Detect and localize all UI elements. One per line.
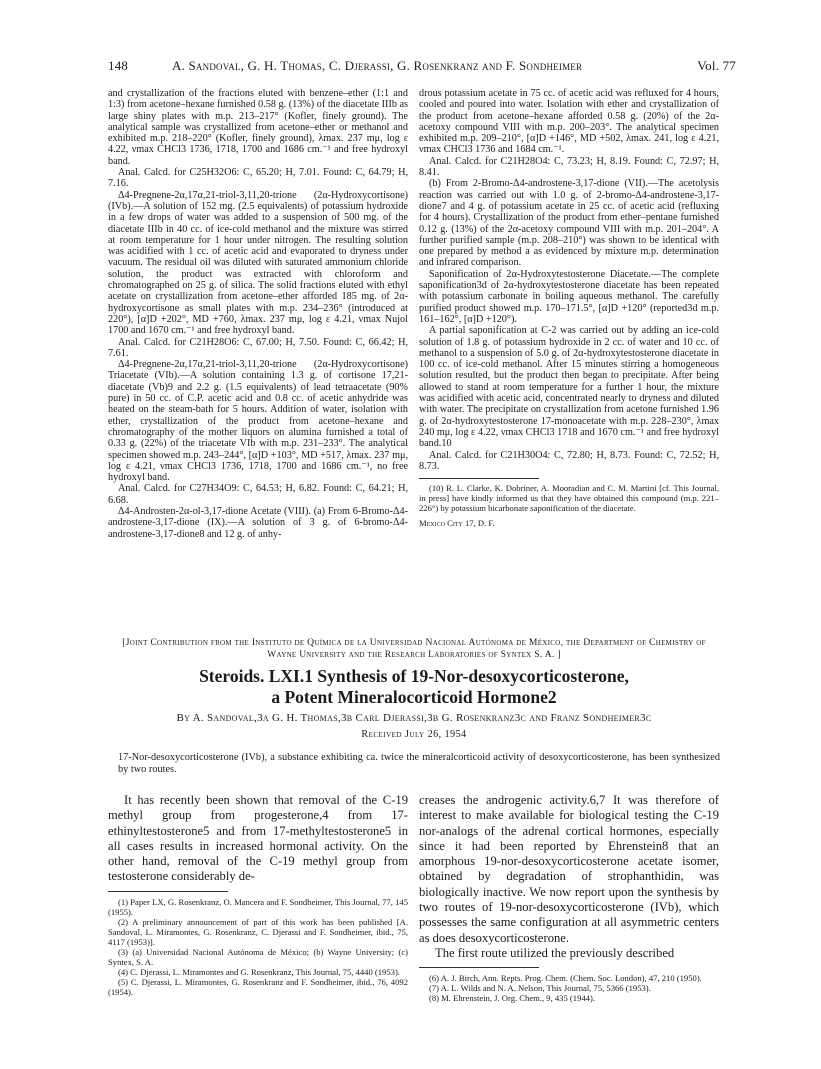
footnotes-left	[108, 897, 408, 997]
paragraph: Δ4-Androsten-2α-ol-3,17-dione Acetate (VIII). (a) From 6-Bromo-Δ4-androstene-3,17-dione (IX).—A solution of 3 g. of 6-bromo-Δ4-androstene-3,17-dione8 and 12 g. of anhy-	[108, 505, 408, 540]
received-date: Received July 26, 1954	[361, 729, 467, 740]
paragraph: Δ4-Pregnene-2α,17α,21-triol-3,11,20-trione (2α-Hydroxycortisone) (IVb).—A solution of 152 mg. (2.5 equivalents) of potassium hydroxide in a few drops of water was added to a suspension of 500 mg. of the diacetate IIIb in 40 cc. of ice-cold methanol and the mixture was stirred at room temperature for 1 hour under nitrogen. The resulting solution was acidified with 1 cc. of acetic acid and evaporated to dryness under vacuum. The residual oil was diluted with saturated ammonium chloride solution, the product was extracted with chloroform and chromatographed on 25 g. of silica. The solid fractions eluted with ethyl acetate on crystallization from acetone–ether afforded 185 mg. of 2α-hydroxycortisone as small plates with m.p. 234–236° (introduced at 220°), [α]D +202°, MD +760, λmax. 237 mμ, log ε 4.21, νmax Nujol 1700 and 1670 cm.⁻¹ and free hydroxyl band.	[108, 189, 408, 337]
title-line: Steroids. LXI.1 Synthesis of 19-Nor-desoxycorticosterone,	[199, 666, 629, 686]
running-header	[108, 58, 736, 76]
left-column	[108, 88, 408, 608]
contribution-note: [Joint Contribution from the Instituto de Química de la Universidad Nacional Autónoma de México, the Department of Chemistry of Wayne University and the Research Laboratories of Syntex S. A. ]	[122, 637, 706, 660]
footnote: (10) R. L. Clarke, K. Dobriner, A. Mooradian and C. M. Martini [cf. This Journal, in press] have kindly informed us that they have obtained this compound (m.p. 221–226°) by potassium bicarbonate saponification of the diacetate.	[419, 483, 719, 514]
title-line: a Potent Mineralocorticoid Hormone2	[271, 687, 557, 707]
footnote-block	[419, 483, 719, 528]
analysis-line: Anal. Calcd. for C21H28O4: C, 73.23; H, 8.19. Found: C, 72.97; H, 8.41.	[419, 155, 719, 179]
body-right-column	[419, 793, 719, 1033]
paragraph: Δ4-Pregnene-2α,17α,21-triol-3,11,20-trione (2α-Hydroxycortisone) Triacetate (VIb).—A solution containing 1.3 g. of cortisone 17,21-diacetate (Vb)9 and 2.2 g. (1.5 equivalents) of lead tetraacetate (90% pure) in 50 cc. of C.P. acetic acid and 0.8 cc. of acetic anhydride was heated on the steam-bath for 5 hours. Addition of water, isolation with ether, crystallization of the product from acetone–hexane and chromatography of the mother liquors on alumina furnished a total of 0.33 g. (22%) of the triacetate VIb with m.p. 231–233°. The analytical specimen showed m.p. 243–244°, [α]D +103°, MD +517, λmax. 237 mμ, log ε 4.21, νmax CHCl3 1736, 1718, 1700 and 1686 cm.⁻¹, no free hydroxyl band.	[108, 359, 408, 484]
footnote: (6) A. J. Birch, Ann. Repts. Prog. Chem. (Chem. Soc. London), 47, 210 (1950).	[429, 973, 702, 984]
footnotes-right	[419, 973, 719, 1003]
footnote: (3) (a) Universidad Nacional Autónoma de México; (b) Wayne University; (c) Syntex, S. A.	[108, 946, 408, 967]
volume-label: Vol. 77	[697, 58, 736, 73]
city-line: Mexico City 17, D. F.	[419, 518, 495, 529]
paragraph: (b) From 2-Bromo-Δ4-androstene-3,17-dione (VII).—The acetolysis reaction was carried out with 1.0 g. of 2-bromo-Δ4-androstene-3,17-dione7 and 4 g. of potassium acetate in 25 cc. of acetic acid (refluxing for 4 hours). Crystallization of the product from ether–pentane furnished 0.12 g. (13%) of the 2α-acetoxy compound VIII with m.p. 201–204°. A further purified sample (m.p. 208–210°) was shown to be identical with one prepared by method a as evidenced by mixture m.p. determination and infrared comparison.	[419, 178, 719, 269]
analysis-line: Anal. Calcd. for C21H30O4: C, 72.80; H, 8.73. Found: C, 72.52; H, 8.73.	[419, 449, 719, 472]
footnote-rule	[419, 967, 539, 968]
paragraph: Saponification of 2α-Hydroxytestosterone Diacetate.—The complete saponification3d of 2α-hydroxytestosterone diacetate has been repeated with potassium carbonate in boiling aqueous methanol. The carefully purified product showed m.p. 170–171.5°, [α]D +120° (reported3d m.p. 161–162°, [α]D +120°).	[419, 268, 719, 325]
paragraph: drous potassium acetate in 75 cc. of acetic acid was refluxed for 4 hours, cooled and poured into water. Isolation with ether and crystallization of the product from acetone–hexane afforded 0.58 g. (20%) of the 2α-acetoxy compound VIII with m.p. 200–203°. The analytical specimen exhibited m.p. 209–210°, [α]D +146°, MD +502, λmax. 241, log ε 4.21, νmax CHCl3 1736 and 1684 cm.⁻¹.	[419, 88, 719, 156]
abstract: 17-Nor-desoxycorticosterone (IVb), a substance exhibiting ca. twice the mineralcorticoid activity of desoxycorticosterone, has been synthesized by two routes.	[118, 752, 720, 776]
paragraph: and crystallization of the fractions eluted with benzene–ether (1:1 and 1:3) from acetone–hexane furnished 0.58 g. (13%) of the diacetate IIIb as large shiny plates with m.p. 213–217° (Kofler, finely ground). The analytical sample was crystallized from acetone–ether or methanol and exhibited m.p. 218–220° (Kofler, finely ground), λmax. 237 mμ, log ε 4.22, νmax CHCl3 1736, 1718, 1700 and 1686 cm.⁻¹ and free hydroxyl band.	[108, 88, 408, 167]
body-paragraph: The first route utilized the previously described	[435, 945, 675, 960]
analysis-line: Anal. Calcd. for C27H34O9: C, 64.53; H, 6.82. Found: C, 64.21; H, 6.68.	[108, 483, 408, 506]
body-left-column	[108, 793, 408, 1033]
body-paragraph: It has recently been shown that removal of the C-19 methyl group from progesterone,4 from 17-ethinyltestosterone5 and from 17-methyltestosterone5 in all cases results in increased hormonal activity. On the other hand, removal of the C-19 methyl group from testosterone considerably de-	[108, 793, 408, 884]
footnote: (7) A. L. Wilds and N. A. Nelson, This Journal, 75, 5366 (1953).	[429, 983, 651, 994]
footnote: (4) C. Djerassi, L. Miramontes and G. Rosenkranz, This Journal, 75, 4440 (1953).	[118, 966, 400, 977]
footnote: (5) C. Djerassi, L. Miramontes, G. Rosenkranz and F. Sondheimer, ibid., 76, 4092 (1954).	[108, 976, 408, 997]
footnote: (1) Paper LX, G. Rosenkranz, O. Mancera and F. Sondheimer, This Journal, 77, 145 (1955).	[108, 896, 408, 917]
analysis-line: Anal. Calcd. for C21H28O6: C, 67.00; H, 7.50. Found: C, 66.42; H, 7.61.	[108, 336, 408, 359]
page-number: 148	[108, 58, 129, 73]
footnote: (8) M. Ehrenstein, J. Org. Chem., 9, 435 (1944).	[429, 993, 595, 1004]
byline: By A. Sandoval,3a G. H. Thomas,3b Carl Djerassi,3b G. Rosenkranz3c and Franz Sondheimer3c	[176, 712, 652, 724]
analysis-line: Anal. Calcd. for C25H32O6: C, 65.20; H, 7.01. Found: C, 64.79; H, 7.16.	[108, 167, 408, 190]
article-title	[108, 666, 720, 708]
paragraph: A partial saponification at C-2 was carried out by adding an ice-cold solution of 1.8 g. of potassium hydroxide in 2 cc. of water and 10 cc. of methanol to a suspension of 5.0 g. of 2α-hydroxytestosterone diacetate in 100 cc. of ice-cold methanol. After 15 minutes stirring a homogeneous solution resulted, but the product then began to precipitate. After being allowed to stand at room temperature for a further 1 hour, the mixture was acidified with acetic acid, concentrated nearly to dryness and diluted with water. The precipitate on crystallization from acetone furnished 1.96 g. of 2α-hydroxytestosterone 17-monoacetate with m.p. 228–230°, λmax 240 mμ, log ε 4.22, νmax CHCl3 1718 and 1670 cm.⁻¹ and free hydroxyl band.10	[419, 325, 719, 450]
header-authors: A. Sandoval, G. H. Thomas, C. Djerassi, G. Rosenkranz and F. Sondheimer	[172, 58, 583, 73]
footnote: (2) A preliminary announcement of part of this work has been published [A. Sandoval, L. Miramontes, G. Rosenkranz, C. Djerassi and F. Sondheimer, ibid., 75, 4117 (1953)].	[108, 916, 408, 947]
body-paragraph: creases the androgenic activity.6,7 It was therefore of interest to make available for biological testing the C-19 nor-analogs of the adrenal cortical hormones, especially since it had been reported by Ehrenstein8 that an amorphous 19-nor-desoxycorticosterone acetate isomer, obtained by degradation of strophanthidin, was biologically inactive. We now report upon the synthesis by two routes of 19-nor-desoxycorticosterone (IVb), which possesses the same configuration at all asymmetric centers as does desoxycorticosterone.	[419, 793, 719, 945]
footnote-rule	[419, 478, 539, 479]
footnote-rule	[108, 891, 228, 892]
right-column	[419, 88, 719, 608]
